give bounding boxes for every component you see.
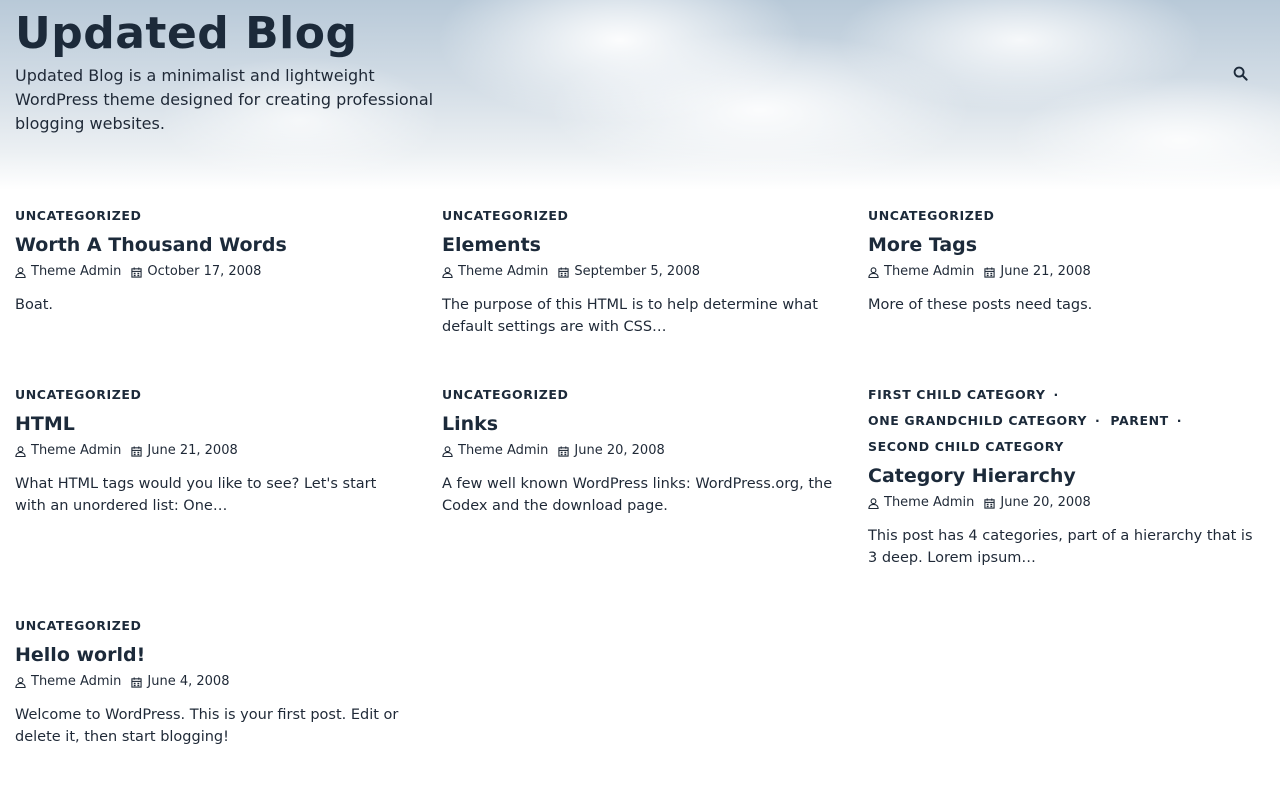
author-name[interactable]: Theme Admin [458,443,549,458]
post-categories [15,613,410,639]
calendar-icon [984,498,995,509]
post-categories [15,382,410,408]
post-card [442,382,837,532]
post-title[interactable]: More Tags [868,234,978,256]
user-icon [15,267,26,278]
site-header [0,0,1280,190]
author-name[interactable]: Theme Admin [884,264,975,279]
post-card [868,203,1263,331]
date-text[interactable]: June 21, 2008 [147,443,238,458]
author-name[interactable]: Theme Admin [31,264,122,279]
post-card [868,382,1263,584]
post-meta [15,442,410,460]
category-separator: · [1176,413,1183,428]
post-title[interactable]: Links [442,413,499,435]
search-button[interactable] [1230,63,1250,83]
author-name[interactable]: Theme Admin [458,264,549,279]
post-card [442,203,837,353]
post-meta [15,673,410,691]
post-date[interactable] [131,263,261,281]
calendar-icon [984,267,995,278]
post-categories [868,203,1263,229]
post-date[interactable] [131,442,237,460]
post-excerpt: A few well known WordPress links: WordPress.org, the Codex and the download page. [442,476,833,514]
author-name[interactable]: Theme Admin [884,495,975,510]
category-link[interactable]: PARENT [1110,413,1169,428]
post-title[interactable]: Hello world! [15,644,146,666]
post-meta [868,494,1263,512]
category-link[interactable]: UNCATEGORIZED [15,387,142,402]
post-date[interactable] [984,494,1090,512]
calendar-icon [131,267,142,278]
post-author[interactable] [15,673,121,691]
category-separator: · [1053,387,1059,402]
author-name[interactable]: Theme Admin [31,443,122,458]
search-icon[interactable] [1233,66,1248,81]
post-meta [442,442,837,460]
post-card [15,382,410,532]
post-categories [442,203,837,229]
post-author[interactable] [15,263,121,281]
category-link[interactable]: UNCATEGORIZED [15,618,142,633]
post-categories [15,203,410,229]
user-icon [868,267,879,278]
user-icon [15,446,26,457]
post-date[interactable] [984,263,1090,281]
site-description: Updated Blog is a minimalist and lightweight WordPress theme designed for creating professional blogging websites. [15,66,434,133]
category-link[interactable]: ONE GRANDCHILD CATEGORY [868,413,1087,428]
calendar-icon [131,446,142,457]
post-title[interactable]: Category Hierarchy [868,465,1076,487]
date-text[interactable]: June 20, 2008 [574,443,665,458]
post-meta [868,263,1263,281]
post-categories [442,382,837,408]
post-title[interactable]: Worth A Thousand Words [15,234,287,256]
calendar-icon [131,677,142,688]
category-link[interactable]: FIRST CHILD CATEGORY [868,387,1046,402]
user-icon [15,677,26,688]
date-text[interactable]: June 21, 2008 [1000,264,1091,279]
post-date[interactable] [558,263,700,281]
post-date[interactable] [131,673,229,691]
post-excerpt: The purpose of this HTML is to help determine what default settings are with CSS… [442,297,818,335]
user-icon [442,446,453,457]
category-link[interactable]: UNCATEGORIZED [868,208,995,223]
post-date[interactable] [558,442,664,460]
site-title[interactable]: Updated Blog [15,8,358,59]
post-excerpt: Welcome to WordPress. This is your first post. Edit or delete it, then start blogging! [15,707,399,745]
post-title[interactable]: HTML [15,413,75,435]
post-author[interactable] [442,263,548,281]
post-excerpt: Boat. [15,297,53,313]
calendar-icon [558,446,569,457]
post-card [15,613,410,763]
post-author[interactable] [442,442,548,460]
category-link[interactable]: UNCATEGORIZED [442,387,569,402]
author-name[interactable]: Theme Admin [31,674,122,689]
user-icon [442,267,453,278]
post-meta [442,263,837,281]
post-author[interactable] [868,494,974,512]
category-link[interactable]: UNCATEGORIZED [15,208,142,223]
post-excerpt: What HTML tags would you like to see? Let's start with an unordered list: One… [15,476,377,514]
date-text[interactable]: June 20, 2008 [1000,495,1091,510]
post-author[interactable] [868,263,974,281]
post-excerpt: More of these posts need tags. [868,297,1093,313]
date-text[interactable]: September 5, 2008 [574,264,701,279]
date-text[interactable]: June 4, 2008 [147,674,230,689]
category-separator: · [1094,413,1101,428]
calendar-icon [558,267,569,278]
category-link[interactable]: UNCATEGORIZED [442,208,569,223]
post-card [15,203,410,331]
post-author[interactable] [15,442,121,460]
post-title[interactable]: Elements [442,234,541,256]
post-meta [15,263,410,281]
category-link[interactable]: SECOND CHILD CATEGORY [868,439,1064,454]
date-text[interactable]: October 17, 2008 [147,264,262,279]
post-excerpt: This post has 4 categories, part of a hierarchy that is 3 deep. Lorem ipsum… [868,528,1253,566]
user-icon [868,498,879,509]
post-categories [868,382,1263,460]
